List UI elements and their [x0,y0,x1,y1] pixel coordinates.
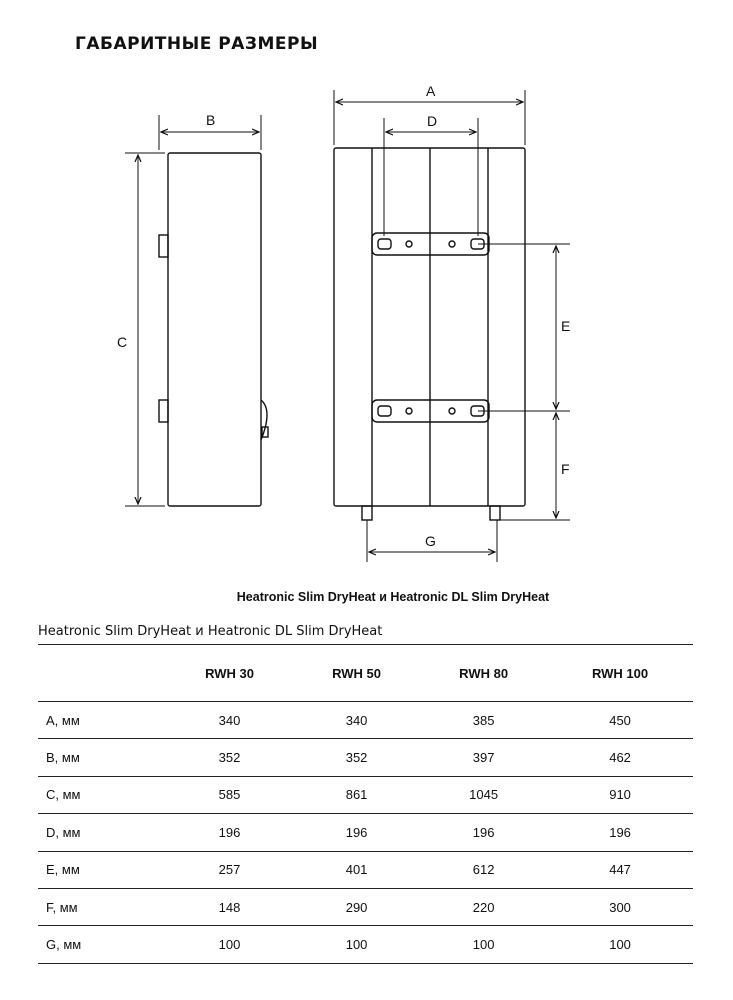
table-cell: 585 [166,776,293,813]
table-cell: 861 [293,776,420,813]
drawing-caption: Heatronic Slim DryHeat и Heatronic DL Slim DryHeat [236,590,550,604]
table-cell: 100 [166,926,293,963]
row-label: F, мм [38,888,166,925]
row-label: D, мм [38,814,166,851]
table-title: Heatronic Slim DryHeat и Heatronic DL Slim DryHeat [38,624,383,639]
column-header [38,645,166,702]
table-cell: 910 [547,776,693,813]
row-label: B, мм [38,739,166,776]
table-cell: 352 [293,739,420,776]
side-view-bracket-bottom [159,400,168,422]
table-cell: 196 [420,814,547,851]
table-cell: 462 [547,739,693,776]
table-row [38,926,693,963]
dim-label-b: B [206,112,216,128]
table-cell: 196 [547,814,693,851]
column-header: RWH 50 [293,645,420,702]
dim-label-d: D [427,113,438,129]
dimensions-table [38,644,693,964]
table-cell: 450 [547,702,693,739]
dim-label-e: E [561,318,571,334]
table-row [38,776,693,813]
table-row [38,739,693,776]
dim-label-f: F [561,461,570,477]
row-label: E, мм [38,851,166,888]
column-header: RWH 30 [166,645,293,702]
table-row [38,851,693,888]
table-cell: 447 [547,851,693,888]
table-cell: 290 [293,888,420,925]
column-header: RWH 80 [420,645,547,702]
front-view-pipe-right [490,506,500,520]
table-row [38,814,693,851]
table-header-row [38,645,693,702]
table-cell: 100 [420,926,547,963]
row-label: C, мм [38,776,166,813]
table-cell: 148 [166,888,293,925]
column-header: RWH 100 [547,645,693,702]
row-label: A, мм [38,702,166,739]
table-cell: 100 [547,926,693,963]
table-cell: 257 [166,851,293,888]
table-cell: 220 [420,888,547,925]
table-cell: 397 [420,739,547,776]
table-cell: 1045 [420,776,547,813]
row-label: G, мм [38,926,166,963]
table-cell: 340 [166,702,293,739]
table-row [38,888,693,925]
dim-label-a: A [426,83,436,99]
dim-label-c: C [117,334,128,350]
table-cell: 300 [547,888,693,925]
side-view-bracket-top [159,235,168,257]
table-cell: 196 [166,814,293,851]
section-heading: ГАБАРИТНЫЕ РАЗМЕРЫ [75,34,319,54]
table-cell: 352 [166,739,293,776]
dimension-drawing [0,70,733,570]
table-cell: 100 [293,926,420,963]
table-cell: 612 [420,851,547,888]
table-cell: 385 [420,702,547,739]
table-cell: 196 [293,814,420,851]
front-view-pipe-left [362,506,372,520]
table-cell: 401 [293,851,420,888]
dim-label-g: G [425,533,436,549]
table-row [38,702,693,739]
table-cell: 340 [293,702,420,739]
side-view-body [168,153,261,506]
